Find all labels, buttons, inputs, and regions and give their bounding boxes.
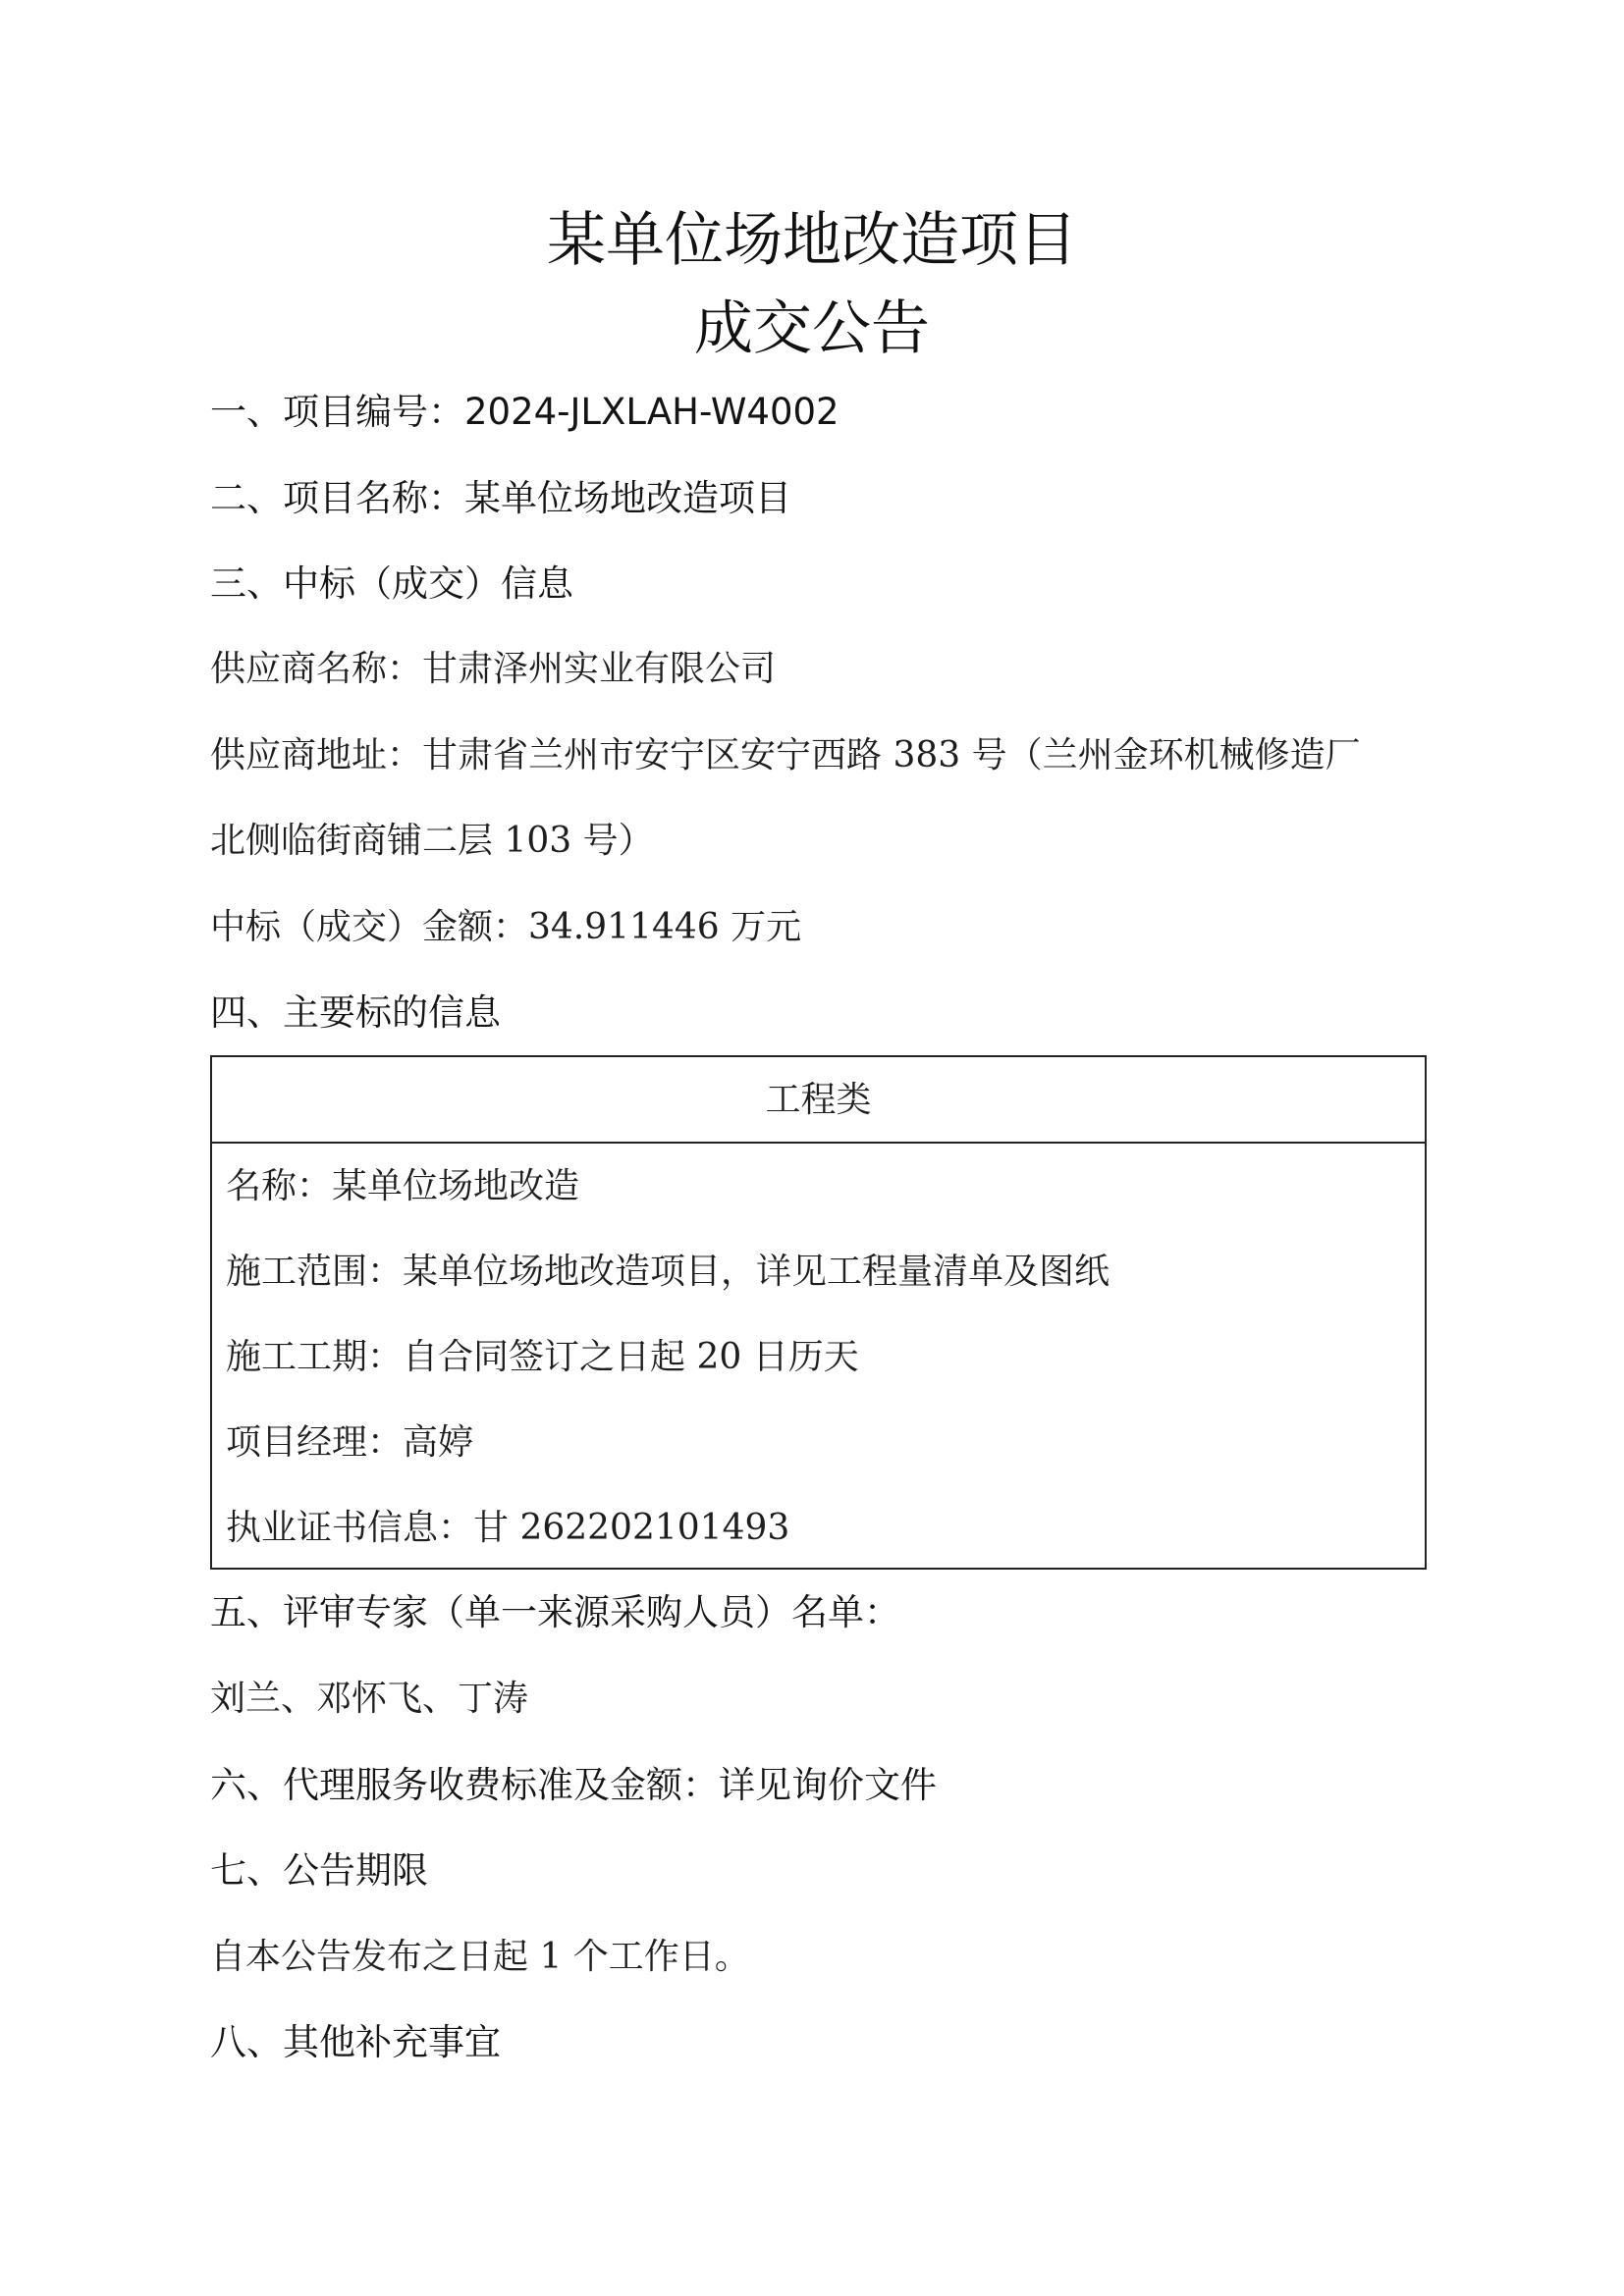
- table-header-category: 工程类: [212, 1057, 1425, 1144]
- section-project-number: 一、项目编号：2024-JLXLAH-W4002: [210, 391, 839, 433]
- table-row: 项目经理：高婷: [226, 1422, 474, 1463]
- section-project-name: 二、项目名称：某单位场地改造项目: [210, 477, 791, 519]
- supplier-name: 供应商名称：甘肃泽州实业有限公司: [210, 649, 777, 689]
- document-title: 某单位场地改造项目: [547, 206, 1077, 275]
- award-amount: 中标（成交）金额：34.911446 万元: [210, 907, 802, 947]
- subject-info-table: [210, 1055, 1427, 1570]
- supplier-address-line2: 北侧临街商铺二层 103 号）: [210, 821, 654, 861]
- table-row: 执业证书信息：甘 262202101493: [226, 1508, 790, 1548]
- table-row: 施工工期：自合同签订之日起 20 日历天: [226, 1337, 859, 1377]
- expert-list: 刘兰、邓怀飞、丁涛: [210, 1679, 529, 1719]
- section-experts: 五、评审专家（单一来源采购人员）名单：: [210, 1591, 900, 1633]
- section-award-info: 三、中标（成交）信息: [210, 562, 573, 605]
- section-notice-period: 七、公告期限: [210, 1849, 428, 1892]
- table-row: 名称：某单位场地改造: [226, 1166, 580, 1206]
- notice-period-text: 自本公告发布之日起 1 个工作日。: [210, 1937, 750, 1977]
- document-subtitle: 成交公告: [694, 294, 930, 363]
- supplier-address-line1: 供应商地址：甘肃省兰州市安宁区安宁西路 383 号（兰州金环机械修造厂: [210, 735, 1361, 775]
- table-row: 施工范围：某单位场地改造项目，详见工程量清单及图纸: [226, 1252, 1110, 1292]
- section-agency-fee: 六、代理服务收费标准及金额：详见询价文件: [210, 1764, 937, 1806]
- section-other-matters: 八、其他补充事宜: [210, 2021, 501, 2063]
- section-main-subject: 四、主要标的信息: [210, 991, 501, 1034]
